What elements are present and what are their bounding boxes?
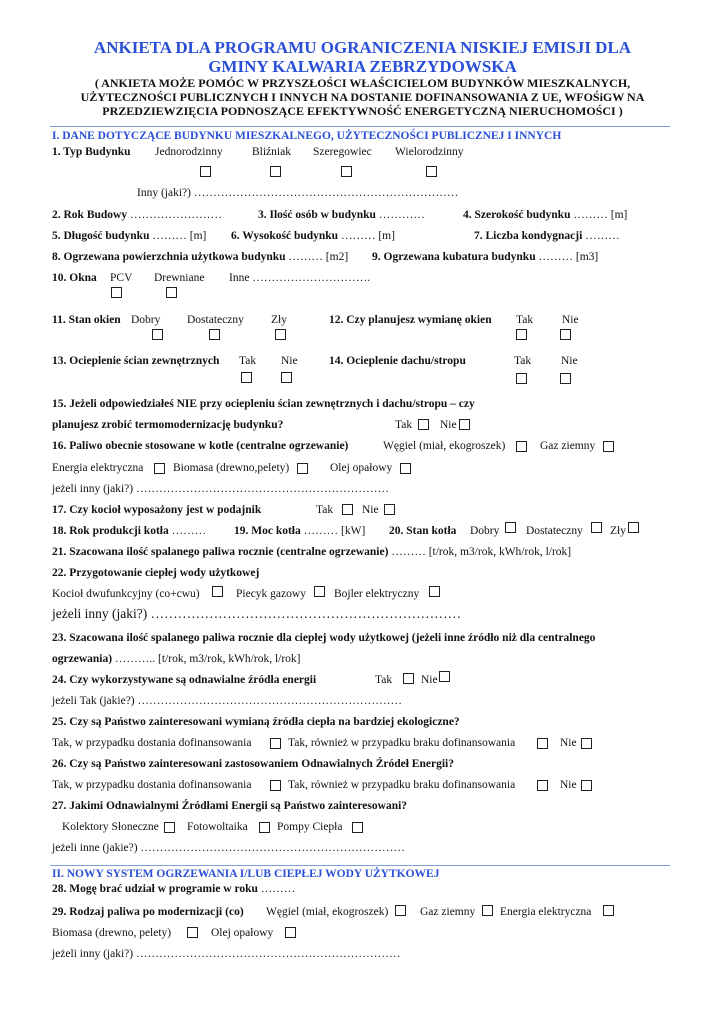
checkbox[interactable] <box>314 586 325 597</box>
q16-option-label: Gaz ziemny <box>540 440 596 452</box>
q9-field[interactable]: ……… [m3] <box>538 251 599 263</box>
q29-option-label: Biomasa (drewno, pelety) <box>52 927 172 939</box>
q1-option-label: Wielorodzinny <box>395 146 464 158</box>
q19-row <box>234 524 365 538</box>
q24-label: 24. Czy wykorzystywane są odnawialne źródła energii <box>52 674 317 686</box>
checkbox[interactable] <box>297 463 308 474</box>
q4-label: 4. Szerokość budynku <box>463 209 571 221</box>
checkbox[interactable] <box>200 166 211 177</box>
q25-option-label: Nie <box>560 737 577 749</box>
q18-field[interactable]: ……… <box>171 525 207 537</box>
q24-option-label: Tak <box>375 674 393 686</box>
q8-label: 8. Ogrzewana powierzchnia użytkowa budynku <box>52 251 286 263</box>
q27-other-field[interactable]: jeżeli inne (jakie?) …………………………………………………………… <box>52 842 405 854</box>
q19-label: 19. Moc kotła <box>234 525 301 537</box>
checkbox[interactable] <box>154 463 165 474</box>
q16-option-label: Węgiel (miał, ekogroszek) <box>383 440 506 452</box>
q29-other-field[interactable]: jeżeli inny (jaki?) …………………………………………………………… <box>52 948 401 960</box>
section-divider <box>50 126 670 127</box>
q14-label: 14. Ocieplenie dachu/stropu <box>329 355 466 367</box>
q27-label: 27. Jakimi Odnawialnymi Źródłami Energii są Państwo zainteresowani? <box>52 800 408 812</box>
q3-field[interactable]: ………… <box>378 209 425 221</box>
checkbox[interactable] <box>560 373 571 384</box>
checkbox[interactable] <box>403 673 414 684</box>
q2-label: 2. Rok Budowy <box>52 209 128 221</box>
q26-label: 26. Czy są Państwo zainteresowani zastosowaniem Odnawialnych Źródeł Energii? <box>52 758 454 770</box>
q29-label: 29. Rodzaj paliwa po modernizacji (co) <box>52 906 244 918</box>
q20-option-label: Zły <box>610 525 626 537</box>
q5-row <box>52 229 206 243</box>
subtitle-line2: UŻYTECZNOŚCI PUBLICZNYCH I INNYCH NA DOSTANIE DOFINANSOWANIA Z UE, WFOŚiGW NA <box>80 90 645 104</box>
q27-option-label: Kolektory Słoneczne <box>62 821 159 833</box>
checkbox[interactable] <box>270 166 281 177</box>
checkbox[interactable] <box>341 166 352 177</box>
q25-option-label: Tak, w przypadku dostania dofinansowania <box>52 737 252 749</box>
q28-row <box>52 882 295 896</box>
q16-label: 16. Paliwo obecnie stosowane w kotle (centralne ogrzewanie) <box>52 440 349 452</box>
q28-field[interactable]: ……… <box>260 883 296 895</box>
checkbox[interactable] <box>285 927 296 938</box>
checkbox[interactable] <box>166 287 177 298</box>
q23-label-line1: 23. Szacowana ilość spalanego paliwa rocznie dla ciepłej wody użytkowej (jeżeli inne źródło niż dla centralnego <box>52 632 596 644</box>
checkbox[interactable] <box>482 905 493 916</box>
q15-option-label: Nie <box>440 419 457 431</box>
q21-label: 21. Szacowana ilość spalanego paliwa rocznie (centralne ogrzewanie) <box>52 546 389 558</box>
q17-option-label: Nie <box>362 504 379 516</box>
q29-option-label: Gaz ziemny <box>420 906 476 918</box>
checkbox[interactable] <box>439 671 450 682</box>
q27-option-label: Fotowoltaika <box>187 821 248 833</box>
checkbox[interactable] <box>426 166 437 177</box>
q22-option-label: Kocioł dwufunkcyjny (co+cwu) <box>52 588 200 600</box>
checkbox[interactable] <box>418 419 429 430</box>
checkbox[interactable] <box>164 822 175 833</box>
q13-label: 13. Ocieplenie ścian zewnętrznych <box>52 355 220 367</box>
checkbox[interactable] <box>537 780 548 791</box>
q14-option-label: Nie <box>561 355 578 367</box>
checkbox[interactable] <box>429 586 440 597</box>
q6-label: 6. Wysokość budynku <box>231 230 339 242</box>
checkbox[interactable] <box>581 780 592 791</box>
q23-label-line2: ogrzewania) <box>52 653 113 665</box>
q11-option-label: Dobry <box>131 314 161 326</box>
checkbox[interactable] <box>395 905 406 916</box>
q16-option-label: Biomasa (drewno,pelety) <box>173 462 290 474</box>
subtitle-line1: ( ANKIETA MOŻE POMÓC W PRZYSZŁOŚCI WŁAŚCICIELOM BUDYNKÓW MIESZKALNYCH, <box>94 76 631 90</box>
checkbox[interactable] <box>275 329 286 340</box>
q20-option-label: Dostateczny <box>526 525 583 537</box>
checkbox[interactable] <box>603 905 614 916</box>
q22-label: 22. Przygotowanie ciepłej wody użytkowej <box>52 567 260 579</box>
checkbox[interactable] <box>270 780 281 791</box>
q13-option-label: Tak <box>239 355 257 367</box>
q15-label-line1: 15. Jeżeli odpowiedziałeś NIE przy ociepleniu ścian zewnętrznych i dachu/stropu – czy <box>52 398 475 410</box>
q12-option-label: Tak <box>516 314 534 326</box>
page-title-line2: GMINY KALWARIA ZEBRZYDOWSKA <box>208 57 517 76</box>
q7-label: 7. Liczba kondygnacji <box>474 230 583 242</box>
q25-label: 25. Czy są Państwo zainteresowani wymianą źródła ciepła na bardziej ekologiczne? <box>52 716 460 728</box>
page-title-line1: ANKIETA DLA PROGRAMU OGRANICZENIA NISKIEJ EMISJI DLA <box>93 38 632 57</box>
section-divider <box>50 865 670 866</box>
q22-other-field[interactable]: jeżeli inny (jaki?) …………………………………………………………… <box>52 606 462 621</box>
q24-other-field[interactable]: jeżeli Tak (jakie?) …………………………………………………………… <box>52 695 403 707</box>
q1-option-label: Bliźniak <box>252 146 291 158</box>
q17-option-label: Tak <box>316 504 334 516</box>
q19-field[interactable]: ……… [kW] <box>303 525 366 537</box>
q20-label: 20. Stan kotła <box>389 525 457 537</box>
q5-field[interactable]: ……… [m] <box>152 230 207 242</box>
checkbox[interactable] <box>400 463 411 474</box>
q18-label: 18. Rok produkcji kotła <box>52 525 169 537</box>
checkbox[interactable] <box>560 329 571 340</box>
q24-option-label: Nie <box>421 674 438 686</box>
q15-option-label: Tak <box>395 419 413 431</box>
checkbox[interactable] <box>259 822 270 833</box>
q29-option-label: Energia elektryczna <box>500 906 592 918</box>
checkbox[interactable] <box>505 522 516 533</box>
q10-label: 10. Okna <box>52 272 97 284</box>
q16-option-label: Olej opałowy <box>330 462 393 474</box>
checkbox[interactable] <box>516 373 527 384</box>
q1-label: 1. Typ Budynku <box>52 146 131 158</box>
section-1-title: I. DANE DOTYCZĄCE BUDYNKU MIESZKALNEGO, UŻYTECZNOŚCI PUBLICZNEJ I INNYCH <box>52 130 562 142</box>
q22-option-label: Bojler elektryczny <box>334 588 420 600</box>
q9-row <box>372 250 598 264</box>
q10-option-label: PCV <box>110 272 133 284</box>
checkbox[interactable] <box>352 822 363 833</box>
q25-option-label: Tak, również w przypadku braku dofinansowania <box>288 737 516 749</box>
q26-option-label: Tak, w przypadku dostania dofinansowania <box>52 779 252 791</box>
checkbox[interactable] <box>591 522 602 533</box>
q26-option-label: Nie <box>560 779 577 791</box>
q20-option-label: Dobry <box>470 525 500 537</box>
q1-other-field[interactable]: Inny (jaki?) …………………………………………………………… <box>137 187 459 199</box>
q21-field[interactable]: ……… [t/rok, m3/rok, kWh/rok, l/rok] <box>391 546 572 558</box>
q29-option-label: Węgiel (miał, ekogroszek) <box>266 906 389 918</box>
q28-label: 28. Mogę brać udział w programie w roku <box>52 883 258 895</box>
checkbox[interactable] <box>603 441 614 452</box>
q11-option-label: Dostateczny <box>187 314 244 326</box>
q26-option-label: Tak, również w przypadku braku dofinansowania <box>288 779 516 791</box>
checkbox[interactable] <box>384 504 395 515</box>
q8-field[interactable]: ……… [m2] <box>288 251 349 263</box>
checkbox[interactable] <box>187 927 198 938</box>
checkbox[interactable] <box>241 372 252 383</box>
q7-field[interactable]: ……… <box>585 230 620 242</box>
q10-other-field[interactable]: Inne …………………………. <box>229 272 371 284</box>
checkbox[interactable] <box>270 738 281 749</box>
q3-label: 3. Ilość osób w budynku <box>258 209 376 221</box>
q3-row <box>258 208 425 222</box>
checkbox[interactable] <box>152 329 163 340</box>
q11-label: 11. Stan okien <box>52 314 121 326</box>
q7-row <box>474 229 620 243</box>
checkbox[interactable] <box>537 738 548 749</box>
checkbox[interactable] <box>342 504 353 515</box>
q13-option-label: Nie <box>281 355 298 367</box>
q8-row <box>52 250 348 264</box>
q21-row <box>52 545 571 559</box>
checkbox[interactable] <box>281 372 292 383</box>
q14-option-label: Tak <box>514 355 532 367</box>
q17-label: 17. Czy kocioł wyposażony jest w podajnik <box>52 504 262 516</box>
q2-row <box>52 208 222 222</box>
q6-field[interactable]: ……… [m] <box>340 230 395 242</box>
q11-option-label: Zły <box>271 314 287 326</box>
q5-label: 5. Długość budynku <box>52 230 150 242</box>
q12-option-label: Nie <box>562 314 579 326</box>
checkbox[interactable] <box>516 329 527 340</box>
checkbox[interactable] <box>212 586 223 597</box>
checkbox[interactable] <box>628 522 639 533</box>
q12-label: 12. Czy planujesz wymianę okien <box>329 314 492 326</box>
subtitle-line3: PRZEDZIEWZIĘCIA PODNOSZĄCE EFEKTYWNOŚĆ ENERGETYCZNĄ NIERUCHOMOŚCI ) <box>102 104 623 118</box>
q16-option-label: Energia elektryczna <box>52 462 144 474</box>
q23-row <box>52 652 301 666</box>
section-2-title: II. NOWY SYSTEM OGRZEWANIA I/LUB CIEPŁEJ WODY UŻYTKOWEJ <box>52 868 440 880</box>
q18-row <box>52 524 206 538</box>
checkbox[interactable] <box>209 329 220 340</box>
q15-label-line2: planujesz zrobić termomodernizację budynku? <box>52 419 284 431</box>
q4-field[interactable]: ……… [m] <box>573 209 628 221</box>
checkbox[interactable] <box>111 287 122 298</box>
q29-option-label: Olej opałowy <box>211 927 274 939</box>
q1-option-label: Jednorodzinny <box>155 146 223 158</box>
q27-option-label: Pompy Ciepła <box>277 821 343 833</box>
q22-option-label: Piecyk gazowy <box>236 588 306 600</box>
checkbox[interactable] <box>516 441 527 452</box>
checkbox[interactable] <box>459 419 470 430</box>
q1-option-label: Szeregowiec <box>313 146 372 158</box>
q23-field[interactable]: ……….. [t/rok, m3/rok, kWh/rok, l/rok] <box>114 653 301 665</box>
checkbox[interactable] <box>581 738 592 749</box>
q4-row <box>463 208 627 222</box>
q9-label: 9. Ogrzewana kubatura budynku <box>372 251 536 263</box>
q2-field[interactable]: …………………… <box>129 209 222 221</box>
q10-option-label: Drewniane <box>154 272 205 284</box>
q6-row <box>231 229 395 243</box>
q16-other-field[interactable]: jeżeli inny (jaki?) ………………………………………………………… <box>52 483 389 495</box>
